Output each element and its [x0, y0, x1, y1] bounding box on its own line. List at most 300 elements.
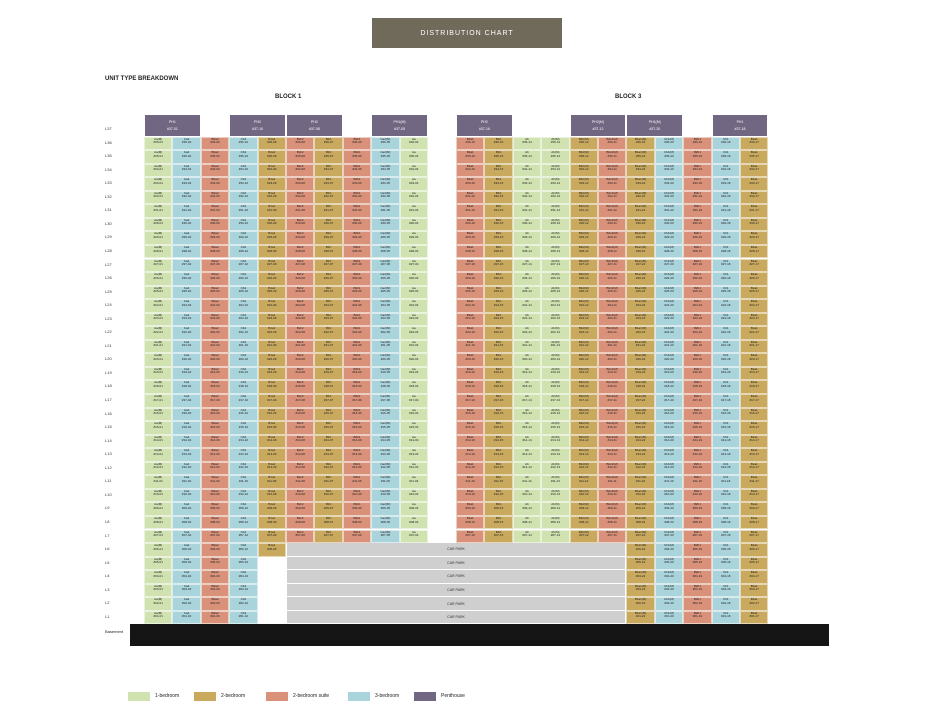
unit-cell: Ab #21-14 — [513, 340, 541, 354]
level-label: L1 — [105, 613, 110, 619]
unit-cell: B1a1 #25-09 — [258, 286, 286, 300]
unit-cell: Cb1(M) #06-20 — [655, 543, 683, 557]
unit-cell: B2b1 #28-06 — [343, 245, 371, 259]
unit-cell: B1a1 #23-17 — [740, 313, 768, 327]
unit-cell: B2b1 #21-19 — [683, 340, 711, 354]
unit-cell: Ab(M) #17-13 — [541, 394, 569, 408]
unit-cell: B1b(M) #10-12 — [570, 489, 598, 503]
unit-cell: B2b1 #21-06 — [343, 340, 371, 354]
unit-cell: B2a2 #16-03 — [201, 408, 229, 422]
unit-cell: Cb1(M) #07-20 — [655, 530, 683, 544]
unit-cell: Aa(M) #09-01 — [144, 502, 172, 516]
unit-cell: Aa(M) #25-01 — [144, 286, 172, 300]
unit-cell: B2a1 #33-16 — [456, 177, 484, 191]
unit-cell: B2a1 #35-16 — [456, 150, 484, 164]
unit-cell: B2a2 #14-03 — [201, 435, 229, 449]
unit-cell: B2c2(M) #14-11 — [598, 435, 626, 449]
unit-cell: Cb1(M) #26-20 — [655, 272, 683, 286]
unit-cell: B2c2 #15-08 — [286, 421, 314, 435]
unit-cell: Cb1 #15-18 — [712, 421, 740, 435]
unit-cell: B1a1 #05-17 — [740, 557, 768, 571]
unit-cell: B1b #22-15 — [484, 326, 512, 340]
unit-cell: B2c2 #17-08 — [286, 394, 314, 408]
unit-cell: B1b(M) #20-12 — [570, 353, 598, 367]
unit-cell: Cb1(M) #30-20 — [655, 218, 683, 232]
unit-cell: B1b #10-07 — [314, 489, 342, 503]
unit-cell: Ca4 #25-02 — [172, 286, 200, 300]
unit-cell: B1b #32-07 — [314, 191, 342, 205]
unit-cell: Ca4 #36-02 — [172, 137, 200, 151]
unit-cell: Ab #29-14 — [513, 231, 541, 245]
unit-cell: B2a2 #30-03 — [201, 218, 229, 232]
unit-cell: B1a1 #15-17 — [740, 421, 768, 435]
level-label: L16 — [105, 410, 112, 416]
unit-cell: Cb2 #03-10 — [229, 584, 257, 598]
unit-cell: B2b1 #33-19 — [683, 177, 711, 191]
unit-cell: B2a2 #06-03 — [201, 543, 229, 557]
unit-cell: Cb1 #04-18 — [712, 570, 740, 584]
unit-cell: B2b1 #08-06 — [343, 516, 371, 530]
unit-cell: Aa #27-04 — [400, 259, 428, 273]
unit-cell: Aa #26-04 — [400, 272, 428, 286]
unit-cell: B2c2(M) #28-11 — [598, 245, 626, 259]
unit-cell: B1b(M) #29-12 — [570, 231, 598, 245]
unit-cell: B2b1 #14-06 — [343, 435, 371, 449]
unit-cell: Aa(M) #07-01 — [144, 530, 172, 544]
unit-cell: Cb2 #16-10 — [229, 408, 257, 422]
unit-cell: Aa(M) #19-01 — [144, 367, 172, 381]
unit-cell: Cb1 #16-18 — [712, 408, 740, 422]
unit-cell: B1b #31-07 — [314, 204, 342, 218]
level-label: L33 — [105, 180, 112, 186]
unit-cell: Ca2(M) #16-05 — [371, 408, 399, 422]
unit-cell: B1a1 #36-17 — [740, 137, 768, 151]
unit-cell: B1a1(M) #30-22 — [626, 218, 654, 232]
unit-cell: Cb1(M) #22-20 — [655, 326, 683, 340]
unit-cell: B2c2(M) #15-11 — [598, 421, 626, 435]
unit-cell: Ab(M) #19-13 — [541, 367, 569, 381]
unit-cell: B2c2 #10-08 — [286, 489, 314, 503]
level-label: L7 — [105, 532, 110, 538]
unit-cell: B1b #30-07 — [314, 218, 342, 232]
unit-cell: B2b1 #01-19 — [683, 611, 711, 625]
car-park-band: CAR PARK — [287, 597, 625, 611]
unit-cell: Ab(M) #20-13 — [541, 353, 569, 367]
unit-cell: Ab(M) #10-13 — [541, 489, 569, 503]
unit-cell: B2a2 #12-03 — [201, 462, 229, 476]
unit-cell: B1a1 #14-17 — [740, 435, 768, 449]
unit-cell: B1b #20-07 — [314, 353, 342, 367]
unit-cell: Aa(M) #22-01 — [144, 326, 172, 340]
unit-cell: B2a1 #23-16 — [456, 313, 484, 327]
unit-cell: B2c2(M) #21-11 — [598, 340, 626, 354]
legend-label: 2-bedroom suite — [293, 693, 330, 699]
unit-cell: Aa(M) #36-01 — [144, 137, 172, 151]
unit-cell: Ca4 #20-02 — [172, 353, 200, 367]
legend-item-3-bedroom — [348, 692, 414, 701]
unit-cell: B2c2(M) #33-11 — [598, 177, 626, 191]
unit-cell: B1a1(M) #22-22 — [626, 326, 654, 340]
unit-cell: Cb1(M) #10-20 — [655, 489, 683, 503]
unit-cell: Aa #25-04 — [400, 286, 428, 300]
unit-cell: Ab #32-14 — [513, 191, 541, 205]
unit-cell: Ca2(M) #08-05 — [371, 516, 399, 530]
unit-cell: B1a1(M) #33-22 — [626, 177, 654, 191]
unit-cell: B2b1 #35-06 — [343, 150, 371, 164]
basement-label: Basement — [105, 629, 124, 634]
car-park-band: CAR PARK — [287, 543, 625, 557]
unit-cell: B2b1 #19-06 — [343, 367, 371, 381]
unit-cell: B1a1 #27-17 — [740, 259, 768, 273]
unit-cell: Aa(M) #24-01 — [144, 299, 172, 313]
unit-cell: B1b(M) #28-12 — [570, 245, 598, 259]
unit-cell: Ab #22-14 — [513, 326, 541, 340]
unit-cell: Cb2 #21-10 — [229, 340, 257, 354]
unit-cell: B2a1 #19-16 — [456, 367, 484, 381]
level-label: L12 — [105, 464, 112, 470]
unit-cell: Ca2(M) #10-05 — [371, 489, 399, 503]
unit-cell: B1a1 #26-09 — [258, 272, 286, 286]
unit-cell: Cb1(M) #34-20 — [655, 164, 683, 178]
unit-cell: Ca2(M) #36-05 — [371, 137, 399, 151]
unit-cell: B1b #27-15 — [484, 259, 512, 273]
unit-cell: Ca2(M) #21-05 — [371, 340, 399, 354]
unit-cell: B2a1 #29-16 — [456, 231, 484, 245]
penthouse-cell: PH2(M) #37-12 — [570, 114, 627, 137]
unit-cell: Ab(M) #13-13 — [541, 448, 569, 462]
unit-cell: B1a1 #34-09 — [258, 164, 286, 178]
unit-cell: B2c2(M) #36-11 — [598, 137, 626, 151]
unit-cell: Ab #16-14 — [513, 408, 541, 422]
unit-cell: B2b1 #32-19 — [683, 191, 711, 205]
unit-cell: B2b1 #19-19 — [683, 367, 711, 381]
unit-cell: B1b(M) #27-12 — [570, 259, 598, 273]
unit-cell: B1b #14-07 — [314, 435, 342, 449]
unit-cell: Aa(M) #11-01 — [144, 475, 172, 489]
unit-cell: Cb1 #03-18 — [712, 584, 740, 598]
unit-cell: B2a2 #29-03 — [201, 231, 229, 245]
unit-cell: Cb2 #31-10 — [229, 204, 257, 218]
unit-cell: B1b #18-07 — [314, 380, 342, 394]
unit-cell: B1a1(M) #03-22 — [626, 584, 654, 598]
unit-cell: B1b #36-07 — [314, 137, 342, 151]
unit-cell: Cb1 #23-18 — [712, 313, 740, 327]
unit-cell: Ca4 #13-02 — [172, 448, 200, 462]
level-label: L22 — [105, 329, 112, 335]
unit-cell: B2c2 #23-08 — [286, 313, 314, 327]
unit-cell: B2c2 #09-08 — [286, 502, 314, 516]
unit-cell: B2a1 #36-16 — [456, 137, 484, 151]
unit-cell: B1a1(M) #09-22 — [626, 502, 654, 516]
unit-cell: Aa #20-04 — [400, 353, 428, 367]
unit-cell: B2a1 #25-16 — [456, 286, 484, 300]
unit-cell: B2b1 #23-19 — [683, 313, 711, 327]
car-park-band: CAR PARK — [287, 570, 625, 584]
unit-cell: B2c2(M) #18-11 — [598, 380, 626, 394]
unit-cell: B2c2 #26-08 — [286, 272, 314, 286]
unit-cell: B2c2 #13-08 — [286, 448, 314, 462]
unit-cell: B1b(M) #19-12 — [570, 367, 598, 381]
unit-cell: B2b1 #30-19 — [683, 218, 711, 232]
unit-cell: Ab #20-14 — [513, 353, 541, 367]
unit-cell: B1a1 #23-09 — [258, 313, 286, 327]
unit-cell: B2b1 #09-06 — [343, 502, 371, 516]
unit-cell: Cb1(M) #15-20 — [655, 421, 683, 435]
unit-cell: Ca2(M) #22-05 — [371, 326, 399, 340]
unit-cell: B1a1(M) #15-22 — [626, 421, 654, 435]
unit-cell: Ab #17-14 — [513, 394, 541, 408]
unit-cell: Ca2(M) #35-05 — [371, 150, 399, 164]
unit-cell: B1a1 #15-09 — [258, 421, 286, 435]
unit-cell: B1a1 #35-09 — [258, 150, 286, 164]
unit-cell: Aa #23-04 — [400, 313, 428, 327]
unit-cell: Aa(M) #05-01 — [144, 557, 172, 571]
unit-cell: Cb2 #12-10 — [229, 462, 257, 476]
unit-cell: Aa #19-04 — [400, 367, 428, 381]
unit-cell: Cb2 #27-10 — [229, 259, 257, 273]
unit-cell: Aa #33-04 — [400, 177, 428, 191]
unit-cell: B1a1 #22-09 — [258, 326, 286, 340]
unit-cell: B1b #11-07 — [314, 475, 342, 489]
unit-cell: Cb2 #23-10 — [229, 313, 257, 327]
unit-cell: B2a2 #25-03 — [201, 286, 229, 300]
unit-cell: B1a1(M) #02-22 — [626, 597, 654, 611]
level-label: L15 — [105, 424, 112, 430]
unit-cell: B1b #12-07 — [314, 462, 342, 476]
unit-cell: B2b1 #04-19 — [683, 570, 711, 584]
unit-cell: Cb1 #19-18 — [712, 367, 740, 381]
unit-cell: Ab #35-14 — [513, 150, 541, 164]
unit-cell: Cb1 #24-18 — [712, 299, 740, 313]
unit-cell: B1a1(M) #25-22 — [626, 286, 654, 300]
unit-cell: B1b #30-15 — [484, 218, 512, 232]
unit-cell: Ab(M) #22-13 — [541, 326, 569, 340]
penthouse-cell: PH1 #37-01 — [144, 114, 201, 137]
unit-cell: B1a1 #24-17 — [740, 299, 768, 313]
unit-cell: Ca4 #35-02 — [172, 150, 200, 164]
unit-cell: Ca4 #29-02 — [172, 231, 200, 245]
unit-cell: Ab(M) #12-13 — [541, 462, 569, 476]
unit-cell: Cb1(M) #31-20 — [655, 204, 683, 218]
unit-cell: Ca4 #27-02 — [172, 259, 200, 273]
unit-cell: Ab(M) #09-13 — [541, 502, 569, 516]
unit-cell: Cb1 #25-18 — [712, 286, 740, 300]
unit-cell: Cb2 #05-10 — [229, 557, 257, 571]
unit-cell: Cb2 #13-10 — [229, 448, 257, 462]
unit-cell: Ab(M) #14-13 — [541, 435, 569, 449]
unit-cell: B1a1 #08-09 — [258, 516, 286, 530]
unit-cell: B1b #19-07 — [314, 367, 342, 381]
unit-cell: Ca4 #30-02 — [172, 218, 200, 232]
unit-cell: B2a2 #17-03 — [201, 394, 229, 408]
level-label: L34 — [105, 166, 112, 172]
legend-item-penthouse — [414, 692, 484, 701]
unit-cell: B1a1 #11-17 — [740, 475, 768, 489]
unit-cell: B2a1 #09-16 — [456, 502, 484, 516]
unit-cell: B2b1 #10-19 — [683, 489, 711, 503]
unit-cell: Cb1 #22-18 — [712, 326, 740, 340]
unit-cell: Cb2 #26-10 — [229, 272, 257, 286]
unit-cell: Aa #13-04 — [400, 448, 428, 462]
unit-cell: B1a1 #07-09 — [258, 530, 286, 544]
unit-cell: Ab(M) #34-13 — [541, 164, 569, 178]
unit-cell: Ab #09-14 — [513, 502, 541, 516]
unit-cell: Cb1 #36-18 — [712, 137, 740, 151]
unit-cell: Aa #29-04 — [400, 231, 428, 245]
unit-cell: Cb1 #29-18 — [712, 231, 740, 245]
level-label: L25 — [105, 288, 112, 294]
unit-cell: Cb2 #36-10 — [229, 137, 257, 151]
unit-cell: B1b(M) #34-12 — [570, 164, 598, 178]
unit-cell: B1b #34-15 — [484, 164, 512, 178]
unit-cell: B1b #35-15 — [484, 150, 512, 164]
unit-cell: B2b1 #16-19 — [683, 408, 711, 422]
chart-title: DISTRIBUTION CHART — [372, 18, 562, 48]
unit-cell: Ca4 #28-02 — [172, 245, 200, 259]
unit-cell: B2c2(M) #30-11 — [598, 218, 626, 232]
unit-cell: B1b #15-15 — [484, 421, 512, 435]
unit-cell: B1a1(M) #24-22 — [626, 299, 654, 313]
unit-cell: B2c2 #33-08 — [286, 177, 314, 191]
unit-cell: B2c2(M) #26-11 — [598, 272, 626, 286]
unit-cell: B1a1(M) #23-22 — [626, 313, 654, 327]
unit-cell: B1b #28-07 — [314, 245, 342, 259]
level-label: L6 — [105, 546, 110, 552]
level-label: L5 — [105, 559, 110, 565]
unit-cell: B1a1(M) #35-22 — [626, 150, 654, 164]
unit-cell: B2b1 #18-06 — [343, 380, 371, 394]
unit-cell: B2a2 #36-03 — [201, 137, 229, 151]
unit-cell: B1b #17-15 — [484, 394, 512, 408]
unit-cell: B1a1 #35-17 — [740, 150, 768, 164]
unit-cell: B1a1 #11-09 — [258, 475, 286, 489]
unit-cell: B2c2(M) #32-11 — [598, 191, 626, 205]
legend-swatch — [266, 692, 288, 701]
unit-cell: Ab #30-14 — [513, 218, 541, 232]
unit-cell: Aa #15-04 — [400, 421, 428, 435]
unit-cell: Cb2 #24-10 — [229, 299, 257, 313]
unit-cell: B2b1 #12-06 — [343, 462, 371, 476]
unit-cell: Cb1(M) #33-20 — [655, 177, 683, 191]
unit-cell: B1a1(M) #31-22 — [626, 204, 654, 218]
unit-cell: Ab #26-14 — [513, 272, 541, 286]
unit-cell: B1b #11-15 — [484, 475, 512, 489]
unit-cell: Cb1 #20-18 — [712, 353, 740, 367]
unit-cell: Ab(M) #26-13 — [541, 272, 569, 286]
block-1-label: BLOCK 1 — [275, 94, 302, 100]
unit-cell: B1a1(M) #26-22 — [626, 272, 654, 286]
unit-cell: B2a2 #05-03 — [201, 557, 229, 571]
unit-cell: Cb2 #08-10 — [229, 516, 257, 530]
unit-cell: B2b1 #24-06 — [343, 299, 371, 313]
level-label: L30 — [105, 220, 112, 226]
unit-cell: B2b1 #23-06 — [343, 313, 371, 327]
unit-cell: B1b #20-15 — [484, 353, 512, 367]
unit-cell: B1a1(M) #06-22 — [626, 543, 654, 557]
legend-label: 3-bedroom — [375, 693, 400, 699]
unit-cell: B2a2 #19-03 — [201, 367, 229, 381]
unit-cell: Ab(M) #07-13 — [541, 530, 569, 544]
unit-cell: B2a2 #02-03 — [201, 597, 229, 611]
unit-cell: B2c2(M) #10-11 — [598, 489, 626, 503]
unit-cell: Cb1 #34-18 — [712, 164, 740, 178]
unit-cell: B2b1 #36-19 — [683, 137, 711, 151]
unit-cell: B1b(M) #33-12 — [570, 177, 598, 191]
unit-cell: B2b1 #17-19 — [683, 394, 711, 408]
unit-cell: Ca2(M) #11-05 — [371, 475, 399, 489]
unit-cell: Ab #23-14 — [513, 313, 541, 327]
unit-cell: Ab(M) #31-13 — [541, 204, 569, 218]
unit-cell: B1a1 #30-09 — [258, 218, 286, 232]
unit-cell: Ab #28-14 — [513, 245, 541, 259]
unit-cell: B2a1 #07-16 — [456, 530, 484, 544]
unit-cell: B1b(M) #32-12 — [570, 191, 598, 205]
unit-cell: Cb1 #08-18 — [712, 516, 740, 530]
unit-cell: B2c2(M) #22-11 — [598, 326, 626, 340]
unit-cell: B1b #17-07 — [314, 394, 342, 408]
unit-cell: Ca4 #11-02 — [172, 475, 200, 489]
unit-cell: B1b #33-07 — [314, 177, 342, 191]
unit-cell: B2b1 #20-19 — [683, 353, 711, 367]
unit-cell: B1a1 #32-17 — [740, 191, 768, 205]
unit-cell: Aa(M) #10-01 — [144, 489, 172, 503]
unit-cell: B1a1 #31-09 — [258, 204, 286, 218]
unit-cell: Aa(M) #21-01 — [144, 340, 172, 354]
legend-swatch — [194, 692, 216, 701]
unit-cell: B2c2 #22-08 — [286, 326, 314, 340]
unit-cell: Cb1(M) #12-20 — [655, 462, 683, 476]
unit-cell: B2c2(M) #13-11 — [598, 448, 626, 462]
unit-cell: B1b #19-15 — [484, 367, 512, 381]
unit-cell: B1a1 #04-17 — [740, 570, 768, 584]
unit-cell: Cb1 #10-18 — [712, 489, 740, 503]
unit-cell: Aa #18-04 — [400, 380, 428, 394]
level-label: L2 — [105, 600, 110, 606]
unit-cell: B1b #29-15 — [484, 231, 512, 245]
unit-cell: Aa #34-04 — [400, 164, 428, 178]
level-label: L36 — [105, 139, 112, 145]
unit-cell: Ab #25-14 — [513, 286, 541, 300]
unit-cell: Ca4 #15-02 — [172, 421, 200, 435]
unit-cell: Aa(M) #14-01 — [144, 435, 172, 449]
unit-cell: B2c2 #34-08 — [286, 164, 314, 178]
unit-cell: Cb1(M) #11-20 — [655, 475, 683, 489]
unit-cell: B1a1 #01-17 — [740, 611, 768, 625]
unit-cell: B1b #13-07 — [314, 448, 342, 462]
unit-cell: Cb2 #07-10 — [229, 530, 257, 544]
unit-cell: Ab #08-14 — [513, 516, 541, 530]
unit-cell: Cb1 #06-18 — [712, 543, 740, 557]
unit-cell: B2b1 #33-06 — [343, 177, 371, 191]
unit-cell: B2b1 #16-06 — [343, 408, 371, 422]
unit-cell: B1a1(M) #28-22 — [626, 245, 654, 259]
unit-cell: B2b1 #27-19 — [683, 259, 711, 273]
level-label: L17 — [105, 397, 112, 402]
unit-cell: Cb2 #15-10 — [229, 421, 257, 435]
unit-cell: Ca2(M) #30-05 — [371, 218, 399, 232]
unit-cell: B2b1 #35-19 — [683, 150, 711, 164]
unit-cell: B2a1 #14-16 — [456, 435, 484, 449]
unit-cell: Ca2(M) #18-05 — [371, 380, 399, 394]
unit-cell: Aa #07-04 — [400, 530, 428, 544]
legend-swatch — [414, 692, 436, 701]
unit-cell: B2c2 #20-08 — [286, 353, 314, 367]
unit-cell: B2c2(M) #29-11 — [598, 231, 626, 245]
unit-cell: Cb1(M) #16-20 — [655, 408, 683, 422]
unit-cell: Ab #07-14 — [513, 530, 541, 544]
unit-cell: B1b #18-15 — [484, 380, 512, 394]
unit-cell: B2c2 #19-08 — [286, 367, 314, 381]
